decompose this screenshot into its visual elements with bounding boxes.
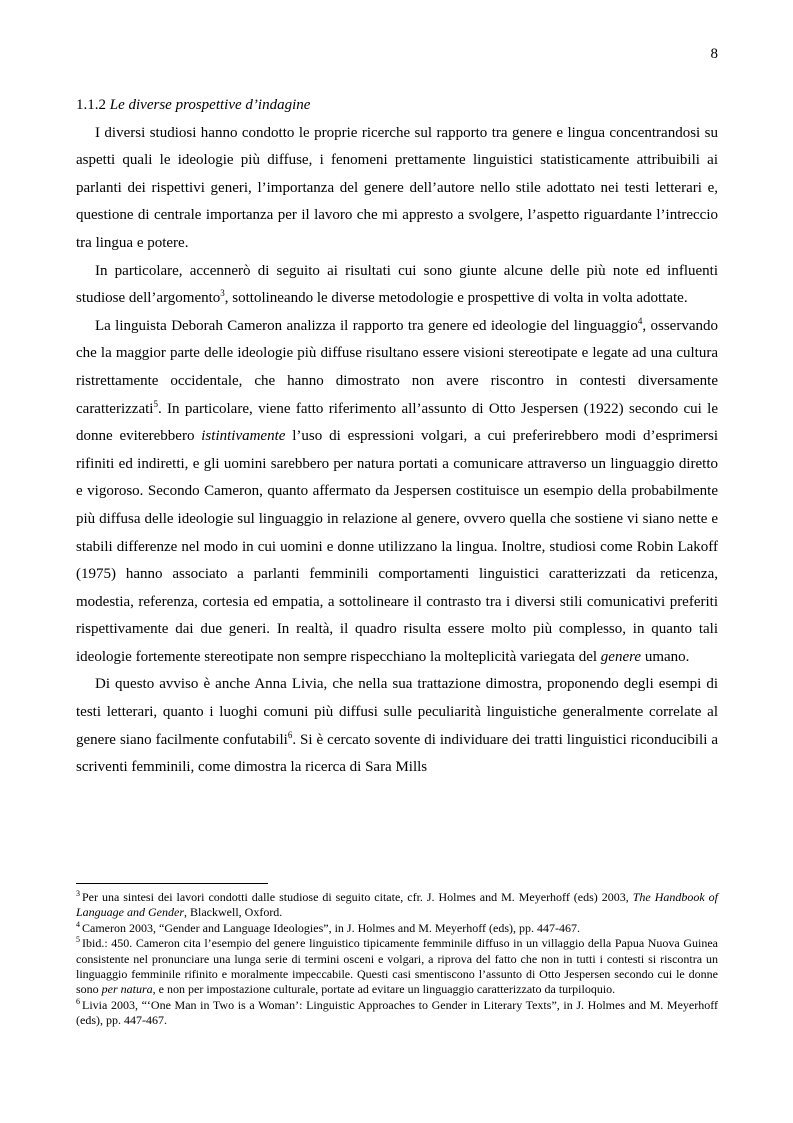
paragraph-text: . In particolare, viene fatto riferimento all’assunto di Otto Jespersen (1922) secondo cui le donne eviterebbero (76, 400, 718, 445)
paragraph-2 (76, 258, 718, 313)
section-heading (76, 92, 718, 120)
footnote-divider (76, 883, 268, 884)
footnote-ref-4[interactable]: 4 (637, 315, 643, 326)
footnote-text: Ibid.: 450. Cameron cita l’esempio del genere linguistico tipicamente femminile diffuso in un villaggio della Papua Nuova Guinea consistente nel pronunciare una lunga serie di termini osceni e volgari, a riprova del fatto che non in tutti i contesti si riscontra un linguaggio femminile rifinito e moralmente impeccabile. Questi casi smentiscono l’assunto di Otto Jespersen secondo cui le donne sono (76, 936, 718, 997)
italic-term: genere (600, 648, 642, 665)
paragraph-1 (76, 120, 718, 258)
footnote-text: , e non per impostazione culturale, portate ad evitare un linguaggio caratterizzato da turpiloquio. (152, 982, 616, 997)
paragraph-text: I diversi studiosi hanno condotto le proprie ricerche sul rapporto tra genere e lingua concentrandosi su aspetti quali le ideologie più diffuse, i fenomeni prettamente linguistici statisticamente attribuibili ai parlanti dei rispettivi generi, l’importanza del genere dell’autore nello stile adottato nei testi letterari e, questione di centrale importanza per il lavoro che mi appresto a svolgere, l’aspetto riguardante l’intreccio tra lingua e potere. (76, 124, 718, 251)
footnote-text: Per una sintesi dei lavori condotti dalle studiose di seguito citate, cfr. J. Holmes and M. Meyerhoff (eds) 2003, (82, 890, 633, 904)
paragraph-text: l’uso di espressioni volgari, a cui preferirebbero modi d’esprimersi rifiniti ed indiretti, e gli uomini sarebbero per natura portati a comunicare attraverso un linguaggio diretto e vigoroso. Secondo Cameron, quanto affermato da Jespersen costituisce un esempio della probabilmente più diffusa delle ideologie sul linguaggio in relazione al genere, ovvero quella che sostiene vi siano nette e stabili differenze nel modo in cui uomini e donne utilizzano la lingua. Inoltre, studiosi come Robin Lakoff (1975) hanno associato a parlanti femminili comportamenti linguistici caratterizzati da reticenza, modestia, referenza, cortesia ed empatia, a sottolineare il contrasto tra i diversi stili comunicativi preferiti rispettivamente dai due generi. In realtà, il quadro risulta essere molto più complesso, in quanto tali ideologie fortemente stereotipate non sempre rispecchiano la molteplicità variegata del (76, 428, 718, 665)
footnote-italic: per natura (101, 982, 153, 997)
body-text (76, 92, 718, 782)
footnote-ref-5[interactable]: 5 (153, 398, 158, 409)
paragraph-text: umano. (641, 648, 690, 665)
paragraph-text: In particolare, accennerò di seguito ai risultati cui sono giunte alcune delle più note ed influenti studiose dell’argomento (76, 262, 718, 307)
footnote-italic: The Handbook of Language and Gender (76, 890, 718, 920)
section-title: Le diverse prospettive d’indagine (109, 97, 311, 113)
footnote-6 (76, 998, 718, 1029)
footnote-4 (76, 921, 718, 936)
footnote-text: , Blackwell, Oxford. (184, 905, 283, 920)
footnote-text: Cameron 2003, “Gender and Language Ideologies”, in J. Holmes and M. Meyerhoff (eds), pp. 447-467. (82, 920, 580, 935)
paragraph-text: La linguista Deborah Cameron analizza il rapporto tra genere ed ideologie del linguaggio (95, 317, 638, 334)
paragraph-text: , osservando che la maggior parte delle ideologie più diffuse risultano essere visioni stereotipate e legate ad una cultura ristrettamente occidentale, che hanno dimostrato non avere riscontro in contesti diversamente caratterizzati (76, 317, 718, 417)
paragraph-text: Di questo avviso è anche Anna Livia, che nella sua trattazione dimostra, proponendo degli esempi di testi letterari, quanto i luoghi comuni più diffusi sulle peculiarità linguistiche generalmente correlate al genere siano facilmente confutabili (76, 676, 718, 748)
footnote-number: 3 (76, 889, 80, 898)
footnotes (76, 890, 718, 1029)
footnote-3 (76, 890, 718, 921)
footnote-number: 6 (76, 996, 80, 1006)
page-number: 8 (710, 46, 718, 62)
footnote-ref-6[interactable]: 6 (287, 729, 293, 740)
footnote-number: 5 (76, 935, 80, 945)
paragraph-4 (76, 671, 718, 781)
section-number: 1.1.2 (76, 97, 106, 113)
footnote-number: 4 (76, 919, 80, 929)
italic-term: istintivamente (201, 428, 286, 445)
footnote-ref-3[interactable]: 3 (220, 288, 225, 299)
paragraph-3 (76, 313, 718, 672)
footnote-5 (76, 936, 718, 998)
footnote-text: Livia 2003, “‘One Man in Two is a Woman’: Linguistic Approaches to Gender in Literary Texts”, in J. Holmes and M. Meyerhoff (eds), pp. 447-467. (76, 997, 718, 1028)
paragraph-text: , sottolineando le diverse metodologie e prospettive di volta in volta adottate. (224, 290, 688, 307)
paragraph-text: . Si è cercato sovente di individuare dei tratti linguistici riconducibili a scriventi femminili, come dimostra la ricerca di Sara Mills (76, 731, 718, 776)
